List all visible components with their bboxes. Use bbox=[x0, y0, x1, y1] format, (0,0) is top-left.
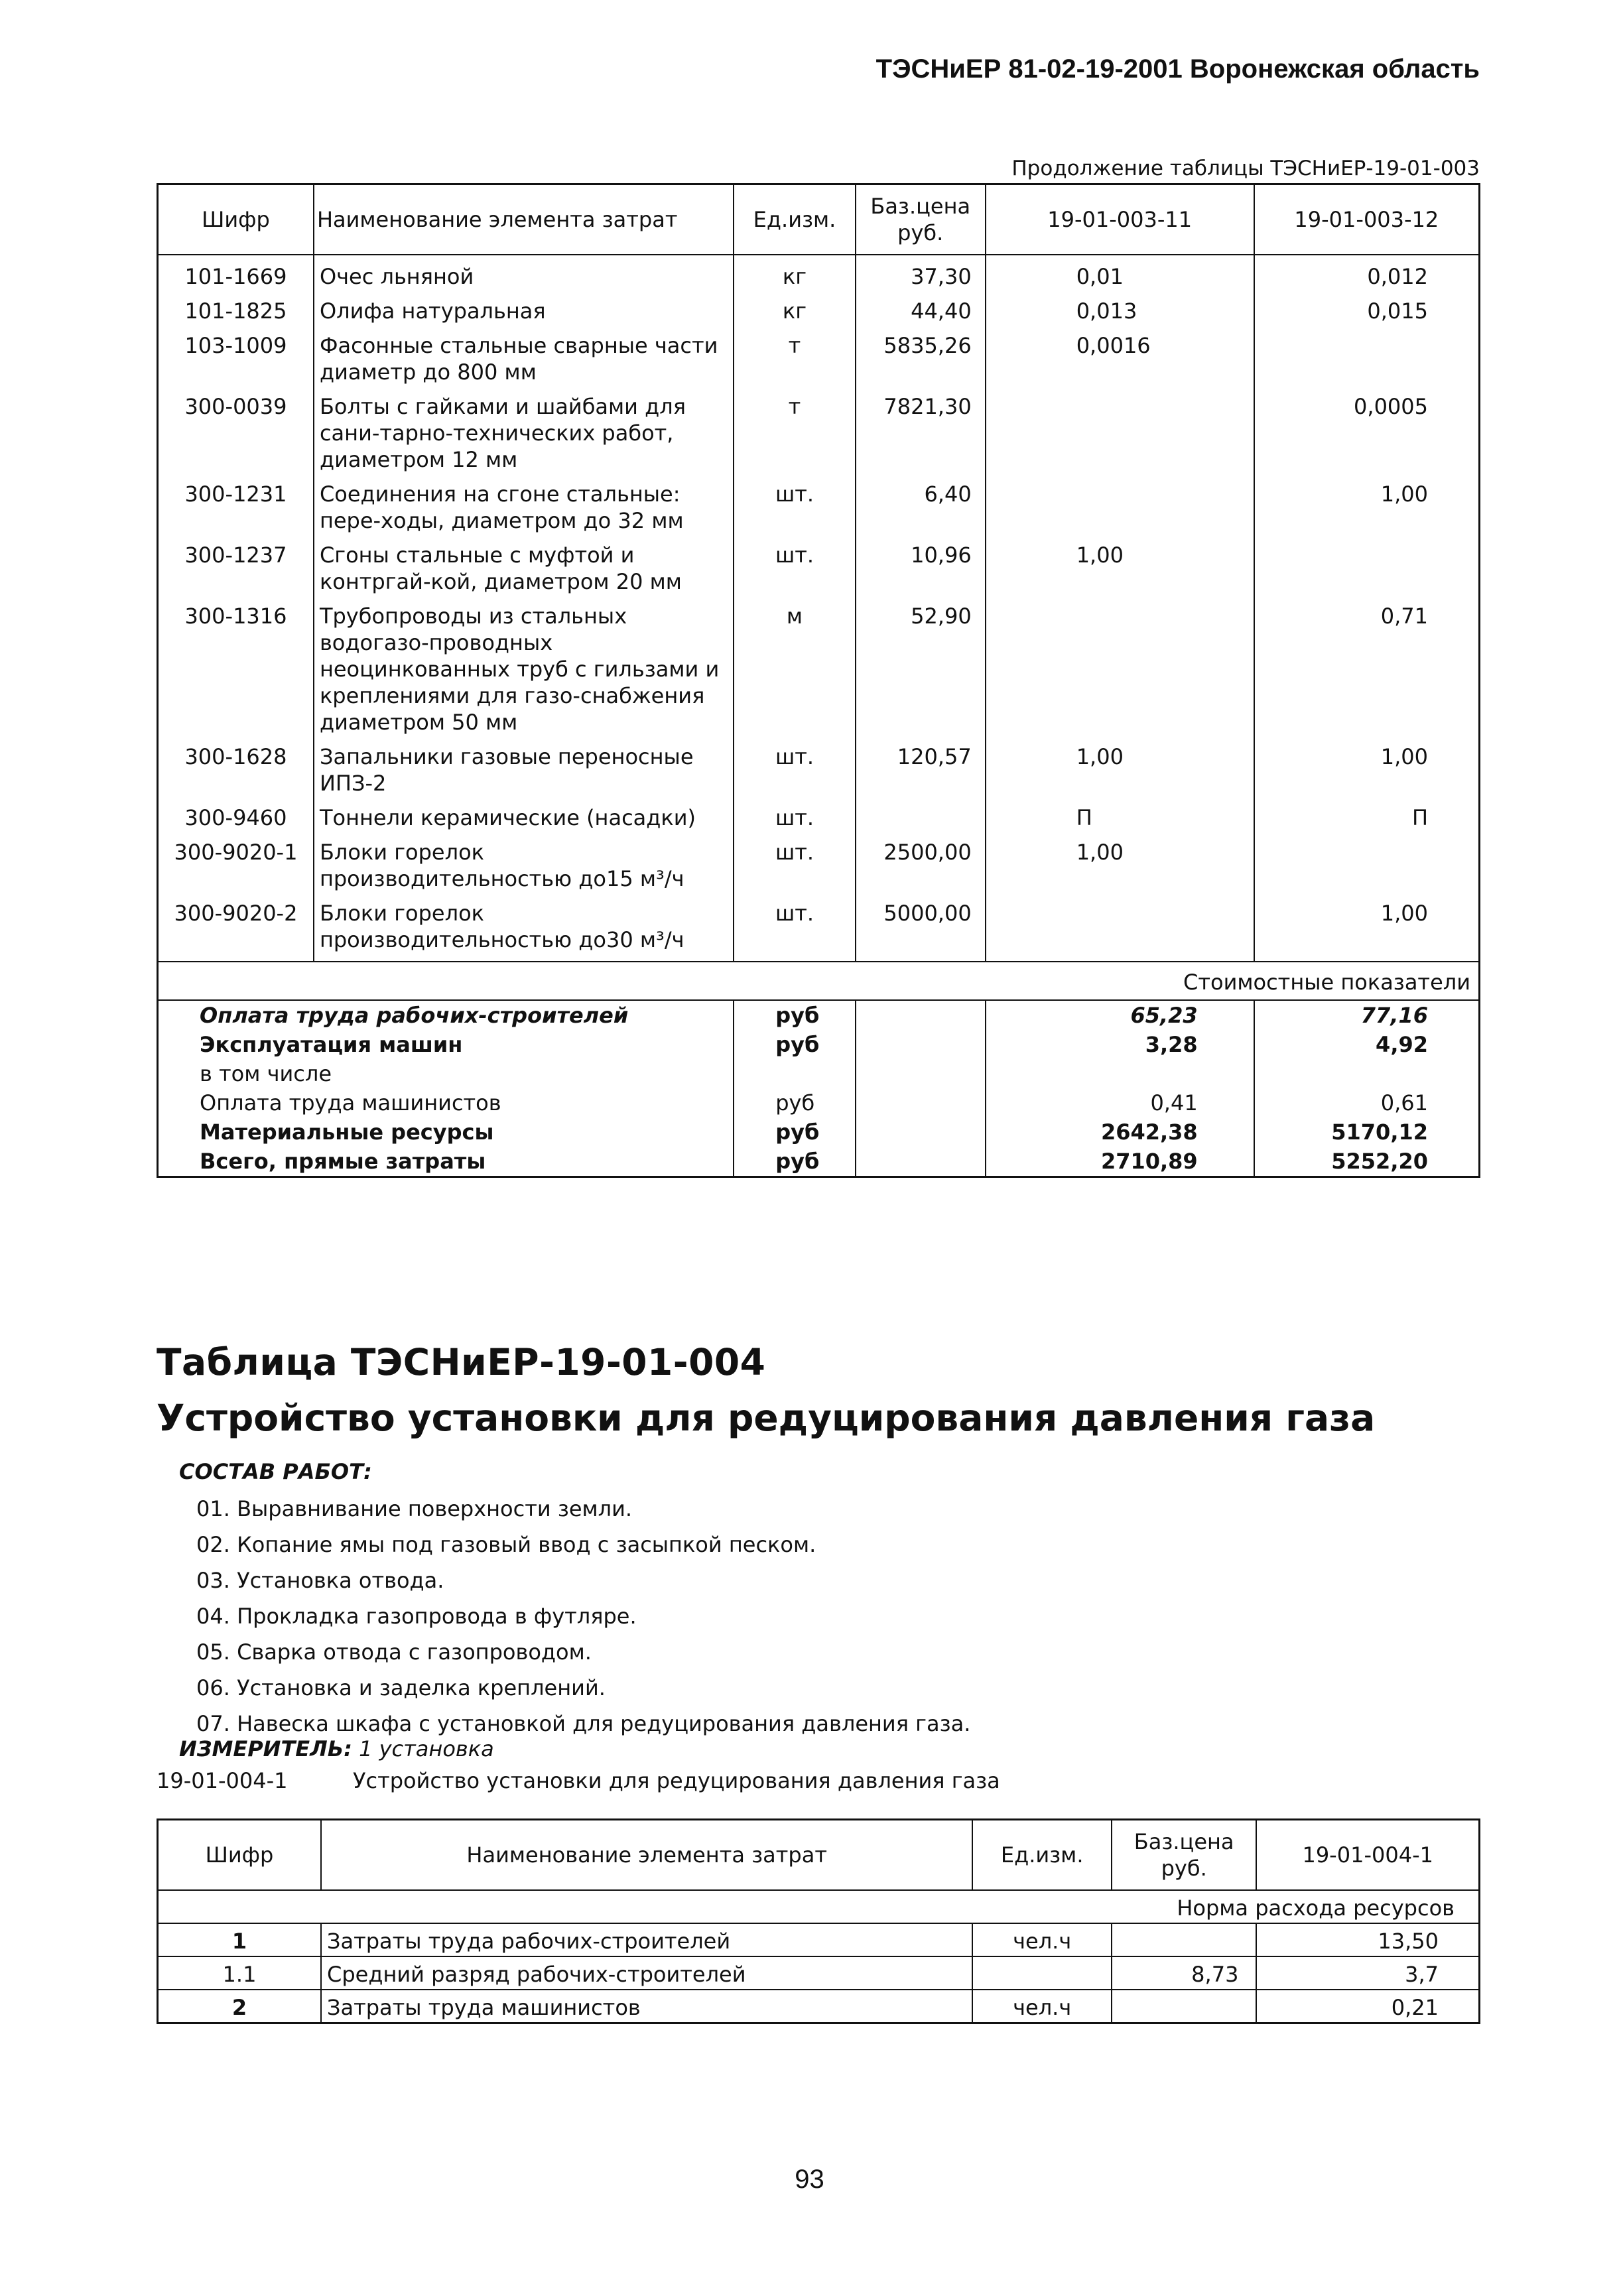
cell-v1 bbox=[986, 895, 1254, 962]
cell-price bbox=[1112, 1990, 1257, 2023]
table-row bbox=[158, 255, 1480, 292]
table-header-row bbox=[158, 1820, 1480, 1891]
cell-v1 bbox=[986, 476, 1254, 537]
section-label: Стоимостные показатели bbox=[158, 962, 1480, 1000]
cell-v1: 0,01 bbox=[986, 255, 1254, 292]
cost-label: Оплата труда рабочих-строителей bbox=[158, 1000, 734, 1030]
section-label: Норма расхода ресурсов bbox=[158, 1890, 1480, 1923]
cell-name: Фасонные стальные сварные части диаметр до 800 мм bbox=[314, 327, 734, 388]
cell-v2 bbox=[1254, 327, 1480, 388]
cell-v2: 0,015 bbox=[1254, 292, 1480, 327]
cost-empty bbox=[856, 1059, 986, 1088]
work-item: 01. Выравнивание поверхности земли. bbox=[196, 1496, 633, 1521]
cost-row bbox=[158, 1059, 1480, 1088]
cost-label: в том числе bbox=[158, 1059, 734, 1088]
cell-name: Затраты труда рабочих-строителей bbox=[321, 1923, 972, 1956]
cell-price: 5000,00 bbox=[856, 895, 986, 962]
cell-price: 7821,30 bbox=[856, 388, 986, 476]
cell-code: 300-1231 bbox=[158, 476, 314, 537]
cell-price: 44,40 bbox=[856, 292, 986, 327]
cost-v2: 0,61 bbox=[1254, 1088, 1480, 1117]
cell-code: 300-9460 bbox=[158, 799, 314, 834]
cell-unit: шт. bbox=[734, 476, 856, 537]
cost-v1: 3,28 bbox=[986, 1030, 1254, 1059]
cell-unit: м bbox=[734, 598, 856, 738]
col-header-code: Шифр bbox=[158, 1820, 321, 1891]
table-row bbox=[158, 388, 1480, 476]
cell-price bbox=[1112, 1923, 1257, 1956]
meter-line bbox=[179, 1736, 494, 1761]
cell-code: 1 bbox=[158, 1923, 321, 1956]
cell-name: Блоки горелок производительностью до15 м³/ч bbox=[314, 834, 734, 895]
table-header-row bbox=[158, 184, 1480, 255]
work-item: 05. Сварка отвода с газопроводом. bbox=[196, 1639, 592, 1665]
table-row bbox=[158, 895, 1480, 962]
table-row bbox=[158, 738, 1480, 799]
cost-empty bbox=[856, 1030, 986, 1059]
cell-name: Средний разряд рабочих-строителей bbox=[321, 1956, 972, 1990]
cell-value: 13,50 bbox=[1256, 1923, 1479, 1956]
col-header-name: Наименование элемента затрат bbox=[321, 1820, 972, 1891]
meter-value: 1 установка bbox=[359, 1736, 494, 1761]
cell-unit: шт. bbox=[734, 799, 856, 834]
cost-unit bbox=[734, 1059, 856, 1088]
col-header-v: 19-01-004-1 bbox=[1256, 1820, 1479, 1891]
cell-v2: 1,00 bbox=[1254, 738, 1480, 799]
section-row-norms bbox=[158, 1890, 1480, 1923]
table-row bbox=[158, 1956, 1480, 1990]
cost-v1: 2642,38 bbox=[986, 1117, 1254, 1147]
work-item: 07. Навеска шкафа с установкой для редуцирования давления газа. bbox=[196, 1711, 971, 1736]
cell-price: 2500,00 bbox=[856, 834, 986, 895]
cell-code: 101-1669 bbox=[158, 255, 314, 292]
section-title: Таблица ТЭСНиЕР-19-01-004 bbox=[157, 1341, 766, 1383]
cell-unit: шт. bbox=[734, 738, 856, 799]
cost-unit: руб bbox=[734, 1030, 856, 1059]
cell-name: Очес льняной bbox=[314, 255, 734, 292]
cell-price: 10,96 bbox=[856, 537, 986, 598]
col-header-unit: Ед.изм. bbox=[734, 184, 856, 255]
cell-name: Олифа натуральная bbox=[314, 292, 734, 327]
work-item: 03. Установка отвода. bbox=[196, 1568, 444, 1593]
cell-unit: шт. bbox=[734, 834, 856, 895]
cell-v1: 0,0016 bbox=[986, 327, 1254, 388]
cell-name: Трубопроводы из стальных водогазо-проводных неоцинкованных труб с гильзами и креплениями для газо-снабжения диаметром 50 мм bbox=[314, 598, 734, 738]
cost-v1: 2710,89 bbox=[986, 1147, 1254, 1177]
cell-v1: 1,00 bbox=[986, 834, 1254, 895]
cell-name: Блоки горелок производительностью до30 м³/ч bbox=[314, 895, 734, 962]
works-list bbox=[196, 1491, 970, 1742]
cost-unit: руб bbox=[734, 1147, 856, 1177]
resources-table-19-01-004 bbox=[157, 1818, 1480, 2024]
table-row bbox=[158, 1990, 1480, 2023]
cell-unit: шт. bbox=[734, 895, 856, 962]
cell-v2: 1,00 bbox=[1254, 895, 1480, 962]
cell-v1 bbox=[986, 598, 1254, 738]
cost-v1: 65,23 bbox=[986, 1000, 1254, 1030]
cell-code: 300-9020-2 bbox=[158, 895, 314, 962]
cell-price: 120,57 bbox=[856, 738, 986, 799]
cell-name: Болты с гайками и шайбами для сани-тарно-технических работ, диаметром 12 мм bbox=[314, 388, 734, 476]
cell-value: 0,21 bbox=[1256, 1990, 1479, 2023]
col-header-unit: Ед.изм. bbox=[972, 1820, 1111, 1891]
cost-v1 bbox=[986, 1059, 1254, 1088]
cell-v2: 0,71 bbox=[1254, 598, 1480, 738]
cost-row bbox=[158, 1030, 1480, 1059]
cell-v1: 0,013 bbox=[986, 292, 1254, 327]
cost-empty bbox=[856, 1088, 986, 1117]
works-label: СОСТАВ РАБОТ: bbox=[179, 1459, 372, 1484]
table-row bbox=[158, 598, 1480, 738]
cost-v2: 4,92 bbox=[1254, 1030, 1480, 1059]
section-subtitle: Устройство установки для редуцирования давления газа bbox=[157, 1397, 1376, 1439]
table-body-costs bbox=[158, 1000, 1480, 1177]
cell-code: 101-1825 bbox=[158, 292, 314, 327]
cell-code: 300-1237 bbox=[158, 537, 314, 598]
cell-code: 300-9020-1 bbox=[158, 834, 314, 895]
col-header-code: Шифр bbox=[158, 184, 314, 255]
cell-value: 3,7 bbox=[1256, 1956, 1479, 1990]
cell-unit bbox=[972, 1956, 1111, 1990]
cell-v2 bbox=[1254, 537, 1480, 598]
cell-price bbox=[856, 799, 986, 834]
cell-price: 6,40 bbox=[856, 476, 986, 537]
cell-code: 103-1009 bbox=[158, 327, 314, 388]
cost-v2 bbox=[1254, 1059, 1480, 1088]
cost-v1: 0,41 bbox=[986, 1088, 1254, 1117]
cell-v2 bbox=[1254, 834, 1480, 895]
cell-name: Запальники газовые переносные ИПЗ-2 bbox=[314, 738, 734, 799]
work-item: 06. Установка и заделка креплений. bbox=[196, 1675, 606, 1700]
cost-label: Эксплуатация машин bbox=[158, 1030, 734, 1059]
cost-empty bbox=[856, 1000, 986, 1030]
cell-unit: чел.ч bbox=[972, 1923, 1111, 1956]
cell-v2: 1,00 bbox=[1254, 476, 1480, 537]
table-row bbox=[158, 1923, 1480, 1956]
table-body-items bbox=[158, 255, 1480, 962]
cell-code: 1.1 bbox=[158, 1956, 321, 1990]
cell-unit: т bbox=[734, 388, 856, 476]
cell-price: 5835,26 bbox=[856, 327, 986, 388]
cost-label: Оплата труда машинистов bbox=[158, 1088, 734, 1117]
cost-unit: руб bbox=[734, 1117, 856, 1147]
subitem-code: 19-01-004-1 bbox=[157, 1768, 288, 1793]
cost-row bbox=[158, 1000, 1480, 1030]
resources-table-19-01-003 bbox=[157, 183, 1480, 1178]
cell-v2: 0,0005 bbox=[1254, 388, 1480, 476]
subitem-line bbox=[157, 1768, 1000, 1793]
cell-v2: П bbox=[1254, 799, 1480, 834]
cell-price: 37,30 bbox=[856, 255, 986, 292]
cost-label: Всего, прямые затраты bbox=[158, 1147, 734, 1177]
col-header-price: Баз.цена руб. bbox=[1112, 1820, 1257, 1891]
cost-empty bbox=[856, 1147, 986, 1177]
work-item: 04. Прокладка газопровода в футляре. bbox=[196, 1604, 637, 1629]
cost-empty bbox=[856, 1117, 986, 1147]
col-header-name: Наименование элемента затрат bbox=[314, 184, 734, 255]
cost-v2: 5252,20 bbox=[1254, 1147, 1480, 1177]
cell-v1: 1,00 bbox=[986, 537, 1254, 598]
cost-label: Материальные ресурсы bbox=[158, 1117, 734, 1147]
cell-name: Соединения на сгоне стальные: пере-ходы, диаметром до 32 мм bbox=[314, 476, 734, 537]
cell-v2: 0,012 bbox=[1254, 255, 1480, 292]
cell-code: 2 bbox=[158, 1990, 321, 2023]
cell-price: 8,73 bbox=[1112, 1956, 1257, 1990]
table-row bbox=[158, 834, 1480, 895]
col-header-price: Баз.цена руб. bbox=[856, 184, 986, 255]
subitem-name: Устройство установки для редуцирования давления газа bbox=[353, 1768, 1000, 1793]
section-row-cost-indicators bbox=[158, 962, 1480, 1000]
cell-v1: П bbox=[986, 799, 1254, 834]
cell-v1: 1,00 bbox=[986, 738, 1254, 799]
cost-v2: 5170,12 bbox=[1254, 1117, 1480, 1147]
table-continuation-caption: Продолжение таблицы ТЭСНиЕР-19-01-003 bbox=[1011, 157, 1480, 180]
table-row bbox=[158, 292, 1480, 327]
cost-row bbox=[158, 1117, 1480, 1147]
running-header: ТЭСНиЕР 81-02-19-2001 Воронежская область bbox=[875, 54, 1480, 84]
work-item: 02. Копание ямы под газовый ввод с засыпкой песком. bbox=[196, 1532, 816, 1557]
cell-unit: кг bbox=[734, 255, 856, 292]
page-number: 93 bbox=[795, 2165, 824, 2194]
cell-name: Тоннели керамические (насадки) bbox=[314, 799, 734, 834]
cost-row bbox=[158, 1088, 1480, 1117]
table-row bbox=[158, 327, 1480, 388]
table-row bbox=[158, 476, 1480, 537]
cell-price: 52,90 bbox=[856, 598, 986, 738]
cell-unit: т bbox=[734, 327, 856, 388]
meter-label: ИЗМЕРИТЕЛЬ: bbox=[179, 1736, 352, 1761]
cell-name: Сгоны стальные с муфтой и контргай-кой, диаметром 20 мм bbox=[314, 537, 734, 598]
cell-v1 bbox=[986, 388, 1254, 476]
cell-unit: шт. bbox=[734, 537, 856, 598]
cell-unit: кг bbox=[734, 292, 856, 327]
cost-row bbox=[158, 1147, 1480, 1177]
cell-unit: чел.ч bbox=[972, 1990, 1111, 2023]
table-row bbox=[158, 537, 1480, 598]
table-body-rows bbox=[158, 1923, 1480, 2023]
cost-v2: 77,16 bbox=[1254, 1000, 1480, 1030]
cell-code: 300-0039 bbox=[158, 388, 314, 476]
cost-unit: руб bbox=[734, 1088, 856, 1117]
col-header-v1: 19-01-003-11 bbox=[986, 184, 1254, 255]
col-header-v2: 19-01-003-12 bbox=[1254, 184, 1480, 255]
cost-unit: руб bbox=[734, 1000, 856, 1030]
cell-code: 300-1316 bbox=[158, 598, 314, 738]
table-row bbox=[158, 799, 1480, 834]
cell-code: 300-1628 bbox=[158, 738, 314, 799]
cell-name: Затраты труда машинистов bbox=[321, 1990, 972, 2023]
